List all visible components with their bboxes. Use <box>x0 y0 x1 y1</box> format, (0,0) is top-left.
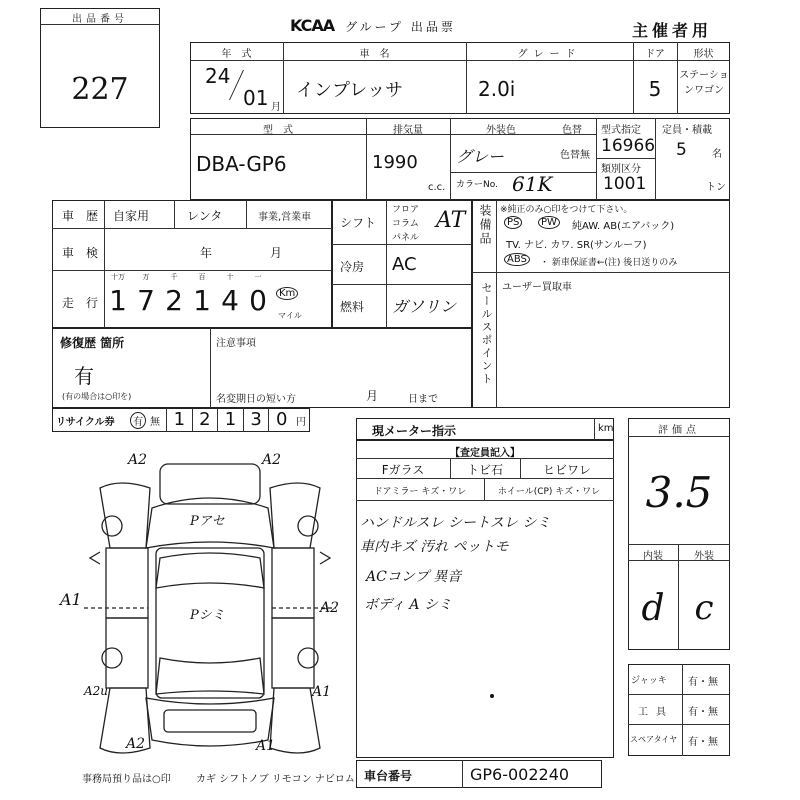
equip-line2: TV. ナビ. カワ. SR(サンルーフ) <box>506 240 647 251</box>
type-label: 型式指定 <box>601 125 641 136</box>
mileage-digit: 2 <box>165 284 183 317</box>
header-copy: 主催者用 <box>632 21 713 40</box>
shift-label: シフト <box>340 216 377 230</box>
lot-number: 227 <box>71 72 129 107</box>
history-label: 車 歴 <box>62 209 99 223</box>
equip-pw: PW <box>538 216 560 229</box>
body-value: ステーションワゴン <box>679 70 729 96</box>
mileage-label: 走 行 <box>62 296 99 310</box>
equip-ps: PS <box>504 216 522 229</box>
spare-opts: 有・無 <box>688 737 718 748</box>
month-unit: 月 <box>271 102 281 113</box>
recycle-digit: 1 <box>166 408 192 432</box>
notes-label: 注意事項 <box>216 338 256 349</box>
recycle-yes: 有 <box>130 412 146 429</box>
inspector-title: 【査定員記入】 <box>450 448 520 459</box>
mirror-label: ドアミラー キズ・ワレ <box>373 487 467 497</box>
cap-label: 定員・積載 <box>662 125 712 136</box>
model-label: 型 式 <box>263 125 293 136</box>
class-label: 類別区分 <box>601 164 641 175</box>
cap-unit: 名 <box>712 149 722 160</box>
load-unit: トン <box>706 182 726 193</box>
score-value: 3.5 <box>645 468 713 517</box>
chassis-label: 車台番号 <box>364 769 413 783</box>
exterior-label: 外装 <box>694 551 714 562</box>
year-label: 年 式 <box>221 49 252 60</box>
grade-value: 2.0i <box>478 77 516 101</box>
recycle-digit: 0 <box>268 408 294 432</box>
color-label: 外装色 <box>486 125 516 136</box>
fuel-value: ガソリン <box>392 297 457 316</box>
jack-opts: 有・無 <box>688 677 718 688</box>
mileage-unit: 万 <box>142 273 150 281</box>
equip-line1: 純AW. AB(エアバック) <box>572 221 675 232</box>
damage-mark: Pシミ <box>190 608 225 623</box>
inspection-label: 車 検 <box>62 246 99 260</box>
inspector-note-1: ハンドルスレ シートスレ シミ <box>360 515 551 531</box>
recycle-digits <box>166 408 294 432</box>
color-no-value: 61K <box>512 172 553 196</box>
damage-mark: A2 <box>262 452 282 468</box>
mileage-digit: 7 <box>137 284 155 317</box>
mileage-digit: 1 <box>109 284 127 317</box>
lot-box <box>40 8 160 128</box>
mileage-digits <box>104 284 272 324</box>
name-label: 車 名 <box>359 49 390 60</box>
repair-label: 修復歴 箇所 <box>60 336 125 350</box>
inspector-note-2: 車内キズ 汚れ ペットモ <box>360 539 509 555</box>
equip-note: ※純正のみ○印をつけて下さい。 <box>500 205 633 215</box>
office-items: カギ シフトノブ リモコン ナビロム <box>196 774 355 785</box>
recycle-label: リサイクル券 <box>56 417 115 428</box>
grade-label: グレード <box>517 49 582 60</box>
mileage-digit: 1 <box>193 284 211 317</box>
mileage-digit: 4 <box>221 284 239 317</box>
model-value: DBA-GP6 <box>196 152 287 176</box>
damage-mark: A2 <box>320 600 340 616</box>
spare-label: スペアタイヤ <box>630 735 678 744</box>
wheel-label: ホイール(CP) キズ・ワレ <box>497 487 601 497</box>
shift-value: AT <box>436 208 466 233</box>
equip-line3: ・ 新車保証書←(注) 後日送りのみ <box>540 258 678 268</box>
recycle-unit: 円 <box>296 417 306 428</box>
damage-mark: A2u <box>84 684 109 698</box>
recycle-no: 無 <box>150 417 160 428</box>
sales-label: セールスポイント <box>480 282 493 386</box>
recycle-digit: 2 <box>192 408 218 432</box>
ac-label: 冷房 <box>340 260 365 274</box>
damage-mark: A2 <box>128 452 148 468</box>
mileage-units <box>104 272 272 282</box>
inspector-note-4: ボディ A シミ <box>364 597 452 613</box>
interior-label: 内装 <box>643 551 663 562</box>
doors-value: 5 <box>648 77 662 101</box>
shift-opt-panel: パネル <box>392 233 420 243</box>
history-opt-rental: レンタ <box>187 209 223 223</box>
mileage-unit: 千 <box>170 273 178 281</box>
inspection-month: 月 <box>270 246 283 260</box>
damage-mark: A1 <box>60 590 82 609</box>
type-value: 16966 <box>601 136 656 156</box>
body-label: 形状 <box>693 49 714 60</box>
color-value: グレー <box>456 147 505 166</box>
month-value: 01 <box>243 86 269 110</box>
lot-label: 出品番号 <box>72 14 128 25</box>
mileage-unit: 十 <box>226 273 234 281</box>
shift-opt-column: コラム <box>392 219 419 229</box>
tools-label: 工具 <box>638 707 674 718</box>
meter-label: 現メーター指示 <box>372 424 457 438</box>
recycle-digit: 3 <box>243 408 269 432</box>
crack-label: ヒビワレ <box>542 463 591 477</box>
shift-opt-floor: フロア <box>392 205 420 215</box>
rename-label: 名変期日の短い方 <box>216 394 296 405</box>
doors-label: ドア <box>645 49 665 60</box>
office-note: 事務局預り品は○印 <box>82 774 171 785</box>
recycle-digit: 1 <box>217 408 243 432</box>
disp-unit: c.c. <box>428 182 446 193</box>
fuel-label: 燃料 <box>340 300 365 314</box>
inspection-year: 年 <box>200 246 213 260</box>
year-value: 24 <box>205 64 231 88</box>
equip-label: 装備品 <box>478 204 492 246</box>
rename-day: 日まで <box>408 394 438 405</box>
rename-month: 月 <box>366 389 379 403</box>
color-num-label: 色替 <box>562 125 582 136</box>
color-swap: 色替無 <box>560 150 590 161</box>
class-value: 1001 <box>603 174 647 194</box>
repair-value: 有 <box>74 364 94 388</box>
repair-note: (有の場合は○印を) <box>62 392 132 401</box>
chip-label: トビ石 <box>466 463 503 477</box>
mileage-unit: 百 <box>198 273 206 281</box>
pen-dot <box>490 694 494 698</box>
equip-abs: ABS <box>504 253 530 266</box>
color-no-label: カラーNo. <box>456 180 498 190</box>
mile-unit: マイル <box>278 311 302 320</box>
disp-value: 1990 <box>372 152 418 173</box>
meter-unit: km <box>598 423 614 434</box>
name-value: インプレッサ <box>296 80 404 101</box>
glass-label: Fガラス <box>381 463 425 477</box>
header-title: グループ 出品票 <box>345 20 456 34</box>
damage-mark: A2 <box>126 736 146 752</box>
jack-label: ジャッキ <box>631 676 667 686</box>
score-label: 評価点 <box>658 425 700 436</box>
damage-mark: A1 <box>312 684 332 700</box>
brand-logo: KCAA <box>290 16 335 35</box>
buyer-label: ユーザー買取車 <box>502 282 572 293</box>
ac-value: AC <box>392 254 417 275</box>
chassis-value: GP6-002240 <box>470 765 570 784</box>
tools-opts: 有・無 <box>688 707 718 718</box>
mileage-digit: 0 <box>249 284 267 317</box>
history-opt-private: 自家用 <box>113 209 150 223</box>
damage-mark: A1 <box>256 738 276 754</box>
mileage-unit: 十万 <box>111 273 125 281</box>
exterior-value: c <box>694 588 714 628</box>
mileage-unit: 一 <box>254 273 262 281</box>
cap-value: 5 <box>676 140 687 160</box>
inspector-note-3: ACコンプ 異音 <box>366 569 462 585</box>
disp-label: 排気量 <box>393 125 423 136</box>
history-opt-business: 事業,営業車 <box>258 212 312 223</box>
interior-value: d <box>641 588 665 629</box>
km-unit: Km <box>276 287 298 300</box>
damage-mark: Pアセ <box>190 514 225 529</box>
